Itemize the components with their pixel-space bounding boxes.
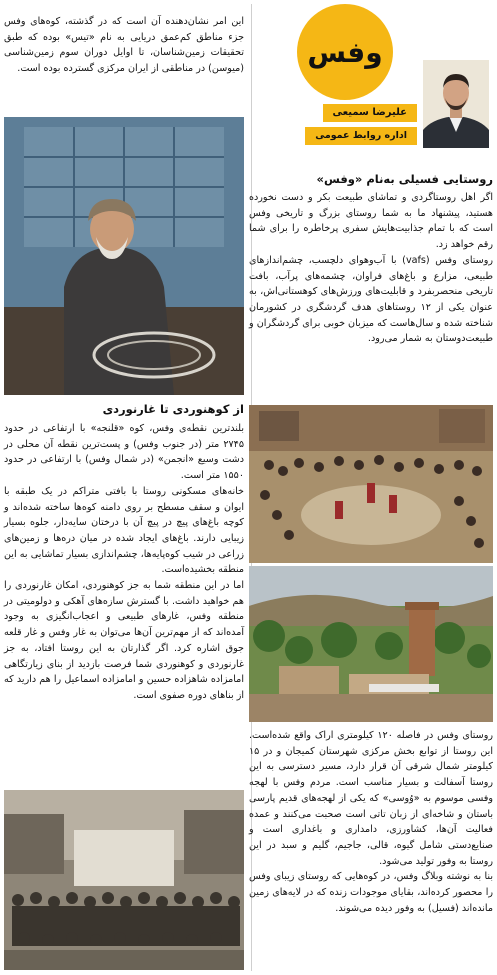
paragraph: بنا به نوشته وبلاگ وفس، در کوه‌هایی که روستای زیبای وفس را محصور کرده‌اند، بقایای موجودات زنده که در لایه‌های زمین مانده‌اند (فسیل) به وفور دیده می‌شوند. [249, 871, 493, 914]
section-heading: از کوهنوردی تا غارنوردی [102, 402, 244, 416]
paragraph: بلندترین نقطه‌ی وفس، کوه «قلنجه» با ارتفاعی در حدود ۲۷۴۵ متر (در جنوب وفس) و پست‌ترین نقطه آن محلی در دشت وسیع «انجمن» (در شمال وفس) با ارتفاعی در حدود ۱۵۵۰ متر است. [4, 423, 244, 482]
author-portrait [423, 60, 489, 148]
author-name: علیرضا سمیعی [323, 104, 418, 122]
historic-group-photo [4, 790, 244, 970]
section-heading: روستایی فسیلی به‌نام «وفس» [316, 172, 493, 186]
village-photo [249, 566, 493, 722]
paragraph: روستای وفس در فاصله ۱۲۰ کیلومتری اراک واقع شده‌است. این روستا از توابع بخش مرکزی شهرستان کمیجان و در ۱۵ کیلومتر شمال شرقی آن قرار دارد، مسیر دسترسی به این روستا آسفالت و بسیار مناسب است. مردم وفس با لهجه وفسی موسوم به «وُوسی» که یکی از لهجه‌های قدیم پارسی باستان و شاخه‌ای از زبان تاتی است صحبت می‌کنند و عمده فعالیت آن‌ها، کشاورزی، دامداری و باغداری است و صنایع‌دستی شامل گیوه، قالی، جاجیم، گلیم و سبد در این روستا به وفور تولید می‌شود. [249, 730, 493, 867]
right-column [249, 0, 493, 975]
ceremony-photo [249, 405, 493, 563]
paragraph: روستای وفس (vafs) با آب‌وهوای دلچسب، چشم‌اندازهای طبیعی، مزارع و باغ‌های فراوان، چشمه‌های پرآب، بافت تاریخی منحصربفرد و قابلیت‌های ورزش‌های کوهستانی‌اش، به عنوان یکی از ۱۲ روستاهای هدف گردشگری در کشورمان شناخته شده و سال‌هاست که میزبان خوبی برای گردشگران و طبیعت‌دوستان به شمار می‌رود. [249, 254, 493, 345]
paragraph: اگر اهل روستاگردی و تماشای طبیعت بکر و دست نخورده هستید، پیشنهاد ما به شما روستای بزرگ و تاریخی وفس است که با تمام جذابیت‌هایش سفری پرخاطره را برای شما رقم خواهد زد. [249, 192, 493, 251]
author-department: اداره روابط عمومی [305, 127, 417, 145]
title-badge [297, 4, 393, 100]
left-column [4, 0, 244, 975]
paragraph: این امر نشان‌دهنده آن است که در گذشته، کوه‌های وفس جزء مناطق کم‌عمق دریایی به نام «تیس» بوده که طبق تحقیقات زمین‌شناسان، تا اوایل دوران سوم زمین‌شناسی (میوسن) در مناطقی از ایران مرکزی گسترده بوده است. [4, 16, 244, 75]
paragraph: اما در این منطقه شما به جز کوهنوردی، امکان غارنوردی را هم خواهید داشت. با گسترش سازه‌های آهکی و دولومیتی در منطقه وفس، غارهای طبیعی و اعجاب‌انگیزی به وجود آمده‌اند که از مهم‌ترین آن‌ها می‌توان به غار وفس و غار قلعه جوق اشاره کرد. اگر گذارتان به این روستا افتاد، به جز غارنوردی و کوهنوردی شما فرصت بازدید از بنای زیارتگاهی امامزاده شاهزاده حسین و امامزاده اسماعیل را هم دارید که از بناهای دوره صفوی است. [4, 580, 244, 701]
craftsman-photo [4, 117, 244, 395]
paragraph: خانه‌های مسکونی روستا با بافتی متراکم در یک طبقه با ایوان و سقف مسطح بر روی دامنه کوه‌ها ساخته شده‌اند و کوچه باغ‌های پیچ در پیچ آن با درختان سایه‌دار، جلوه بسیار زیبایی دارند. باغ‌های ایجاد شده در میان دره‌ها و زمین‌های زراعی در شیب کوه‌پایه‌ها، چشم‌اندازی بسیار تماشایی به این منطقه بخشیده‌است. [4, 485, 244, 576]
article-title: وفس [307, 35, 383, 69]
